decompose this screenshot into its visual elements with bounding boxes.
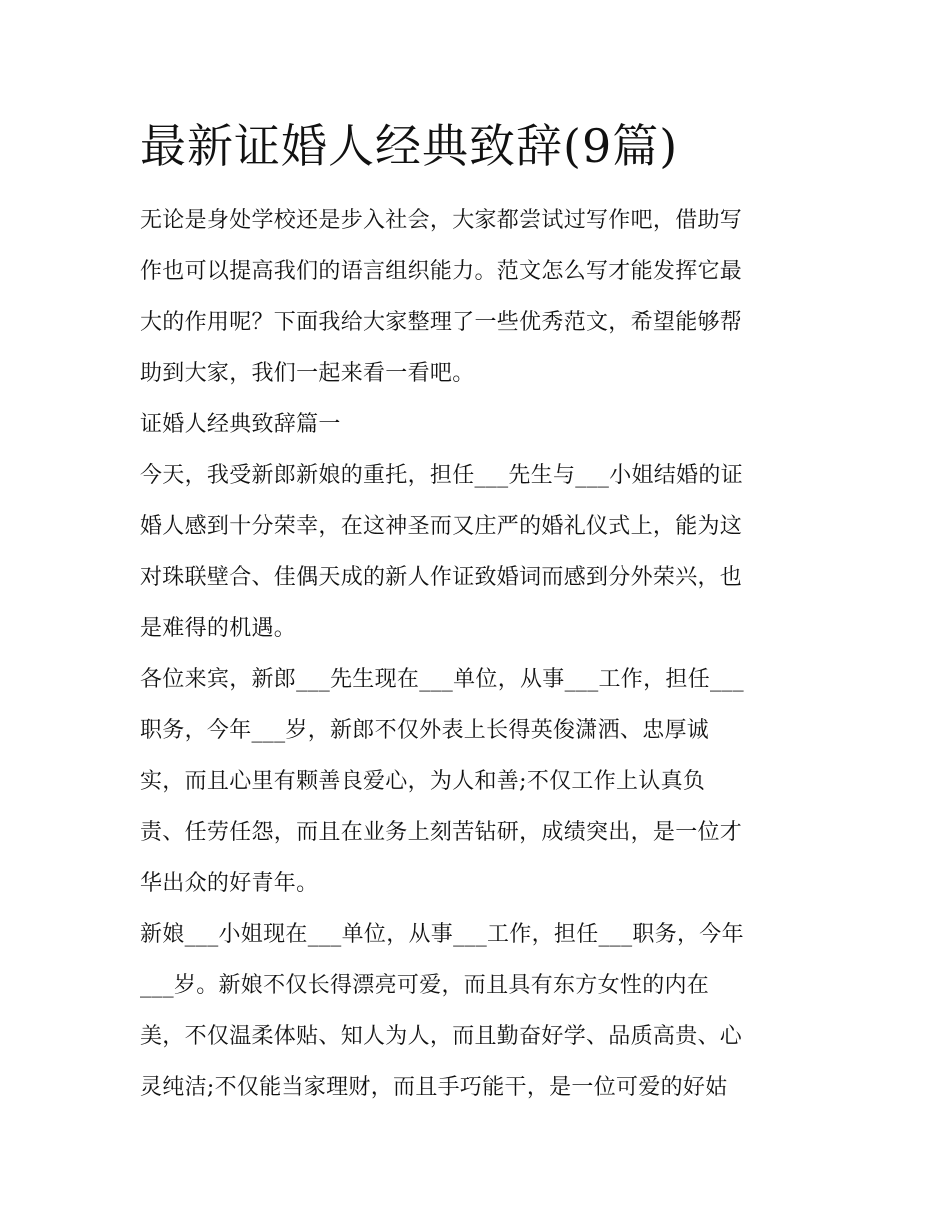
text-line: 无论是身处学校还是步入社会，大家都尝试过写作吧，借助写	[140, 208, 743, 233]
document-title: 最新证婚人经典致辞(9篇)	[140, 119, 679, 173]
text-line: 婚人感到十分荣幸，在这神圣而又庄严的婚礼仪式上，能为这	[140, 514, 743, 539]
text-line: 助到大家，我们一起来看一看吧。	[140, 361, 475, 386]
text-line: 职务，今年___岁，新郎不仅外表上长得英俊潇洒、忠厚诚	[140, 718, 710, 743]
text-line: 责、任劳任怨，而且在业务上刻苦钻研，成绩突出，是一位才	[140, 820, 743, 845]
text-line: 各位来宾，新郎___先生现在___单位，从事___工作，担任___	[140, 667, 744, 692]
text-line: ___岁。新娘不仅长得漂亮可爱，而且具有东方女性的内在	[140, 973, 710, 998]
text-line: 今天，我受新郎新娘的重托，担任___先生与___小姐结婚的证	[140, 463, 744, 488]
text-line: 新娘___小姐现在___单位，从事___工作，担任___职务，今年	[140, 922, 744, 947]
text-line: 灵纯洁;不仅能当家理财，而且手巧能干，是一位可爱的好姑	[140, 1075, 728, 1100]
text-line: 对珠联壁合、佳偶天成的新人作证致婚词而感到分外荣兴，也	[140, 565, 743, 590]
text-line: 是难得的机遇。	[140, 616, 297, 641]
text-line: 实，而且心里有颗善良爱心，为人和善;不仅工作上认真负	[140, 769, 706, 794]
text-line: 大的作用呢？下面我给大家整理了一些优秀范文，希望能够帮	[140, 310, 743, 335]
text-line: 华出众的好青年。	[140, 871, 319, 896]
text-line: 作也可以提高我们的语言组织能力。范文怎么写才能发挥它最	[140, 259, 743, 284]
section-heading: 证婚人经典致辞篇一	[140, 412, 341, 437]
text-line: 美，不仅温柔体贴、知人为人，而且勤奋好学、品质高贵、心	[140, 1024, 743, 1049]
